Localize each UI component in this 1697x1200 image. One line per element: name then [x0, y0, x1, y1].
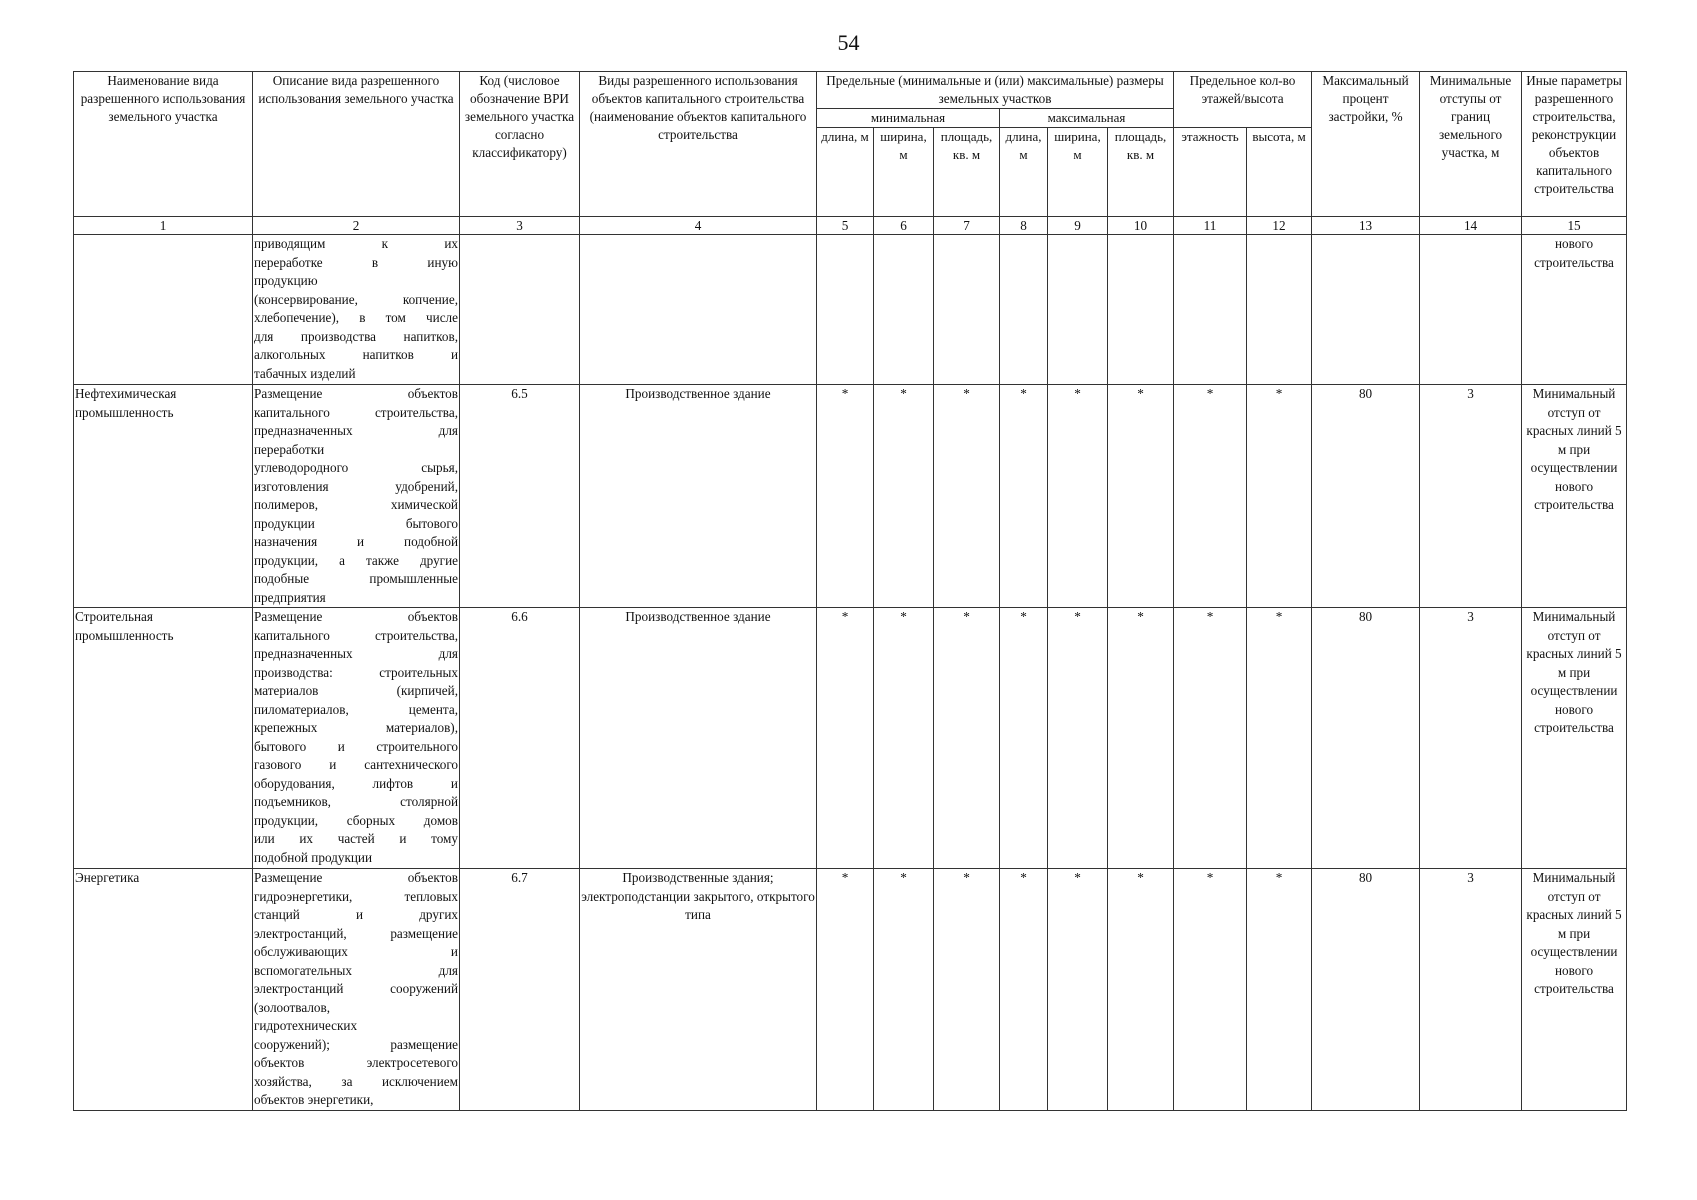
permitted-objects	[580, 235, 817, 385]
min-length-value: *	[817, 385, 874, 608]
floors-value: *	[1174, 385, 1247, 608]
description-line: табачных изделий	[254, 365, 356, 381]
column-number: 13	[1312, 217, 1420, 235]
height-value	[1247, 235, 1312, 385]
other-params-value: нового строительства	[1522, 235, 1627, 385]
min-length-value: *	[817, 869, 874, 1111]
min-setback-value	[1420, 235, 1522, 385]
header-max-width: ширина, м	[1048, 128, 1108, 217]
description-line: продукцию	[254, 273, 318, 288]
min-width-value	[874, 235, 934, 385]
description-line: пиломатериалов, цемента,	[254, 701, 458, 717]
column-number: 7	[934, 217, 1000, 235]
description-line: крепежных материалов),	[254, 720, 458, 735]
header-height: высота, м	[1247, 128, 1312, 217]
header-max: максимальная	[1000, 109, 1174, 128]
description-line: (золоотвалов,	[254, 999, 331, 1015]
description-line: изготовления удобрений,	[254, 478, 458, 494]
description-line: материалов (кирпичей,	[254, 683, 458, 698]
description-line: капитального строительства,	[254, 404, 458, 420]
description-line: оборудования, лифтов и	[254, 775, 458, 791]
table-row	[74, 235, 1627, 385]
description-line: объектов электросетевого	[254, 1055, 458, 1070]
min-length-value	[817, 235, 874, 385]
min-setback-value: 3	[1420, 869, 1522, 1111]
description-line: предназначенных для	[254, 646, 458, 661]
column-number: 3	[460, 217, 580, 235]
max-percent-value	[1312, 235, 1420, 385]
max-width-value: *	[1048, 385, 1108, 608]
land-use-name: Строительная промышленность	[74, 608, 253, 869]
description-line: Размещение объектов	[254, 609, 458, 624]
column-number: 6	[874, 217, 934, 235]
land-use-name: Нефтехимическая промышленность	[74, 385, 253, 608]
column-number: 4	[580, 217, 817, 235]
header-max-area: площадь, кв. м	[1108, 128, 1174, 217]
description-line: гидротехнических	[254, 1018, 358, 1033]
table-row	[74, 608, 1627, 869]
permitted-objects: Производственное здание	[580, 385, 817, 608]
description-line: продукции бытового	[254, 515, 458, 531]
description-line: полимеров, химической	[254, 497, 458, 512]
description-line: бытового и строительного	[254, 738, 458, 754]
description-line: хозяйства, за исключением	[254, 1073, 458, 1089]
description-line: или их частей и тому	[254, 831, 458, 846]
description-line: приводящим к их	[254, 236, 458, 251]
column-number: 2	[253, 217, 460, 235]
description-line: (консервирование, копчение,	[254, 291, 458, 307]
description-line: Размещение объектов	[254, 870, 458, 885]
min-setback-value: 3	[1420, 385, 1522, 608]
min-width-value: *	[874, 869, 934, 1111]
header-limits-group: Предельные (минимальные и (или) максимальные) размеры земельных участков	[817, 72, 1174, 109]
header-max-length: длина, м	[1000, 128, 1048, 217]
column-number: 5	[817, 217, 874, 235]
description-line: подобные промышленные	[254, 571, 458, 586]
description-line: электростанций, размещение	[254, 925, 458, 941]
description-line: гидроэнергетики, тепловых	[254, 888, 458, 904]
min-width-value: *	[874, 385, 934, 608]
description-line: подобной продукции	[254, 849, 373, 865]
description-line: подъемников, столярной	[254, 794, 458, 809]
description-line: электростанций сооружений	[254, 981, 458, 996]
land-use-description	[253, 869, 460, 1111]
description-line: назначения и подобной	[254, 534, 458, 549]
max-percent-value: 80	[1312, 869, 1420, 1111]
page-number: 54	[837, 30, 860, 55]
description-line: продукции, сборных домов	[254, 812, 458, 828]
max-area-value	[1108, 235, 1174, 385]
description-line: для производства напитков,	[254, 328, 458, 344]
description-line: хлебопечение), в том числе	[254, 310, 458, 325]
column-number: 12	[1247, 217, 1312, 235]
description-line: производства: строительных	[254, 664, 458, 680]
land-use-description	[253, 385, 460, 608]
max-length-value	[1000, 235, 1048, 385]
description-line: алкогольных напитков и	[254, 347, 458, 362]
header-min-width: ширина, м	[874, 128, 934, 217]
max-area-value: *	[1108, 869, 1174, 1111]
description-line: объектов энергетики,	[254, 1092, 374, 1107]
description-line: газового и сантехнического	[254, 757, 458, 772]
column-number: 8	[1000, 217, 1048, 235]
header-name: Наименование вида разрешенного использования земельного участка	[74, 72, 253, 217]
table-row	[74, 385, 1627, 608]
description-line: переработке в иную	[254, 254, 458, 270]
min-length-value: *	[817, 608, 874, 869]
land-use-description	[253, 235, 460, 385]
description-line: переработки	[254, 441, 325, 457]
column-numbers-row	[74, 217, 1627, 235]
height-value: *	[1247, 385, 1312, 608]
header-objects: Виды разрешенного использования объектов капитального строительства (наименование объектов капитального строительства	[580, 72, 817, 217]
header-description: Описание вида разрешенного использования земельного участка	[253, 72, 460, 217]
height-value: *	[1247, 608, 1312, 869]
table-body	[74, 217, 1627, 1111]
max-length-value: *	[1000, 385, 1048, 608]
land-use-code: 6.5	[460, 385, 580, 608]
description-line: Размещение объектов	[254, 386, 458, 401]
header-floors-group: Предельное кол-во этажей/высота	[1174, 72, 1312, 128]
land-use-code	[460, 235, 580, 385]
max-width-value	[1048, 235, 1108, 385]
min-width-value: *	[874, 608, 934, 869]
min-area-value: *	[934, 385, 1000, 608]
other-params-value: Минимальный отступ от красных линий 5 м при осуществлении нового строительства	[1522, 608, 1627, 869]
min-area-value: *	[934, 608, 1000, 869]
column-number: 9	[1048, 217, 1108, 235]
other-params-value: Минимальный отступ от красных линий 5 м при осуществлении нового строительства	[1522, 385, 1627, 608]
description-line: углеводородного сырья,	[254, 460, 458, 475]
description-line: продукции, а также другие	[254, 552, 458, 568]
header-min-setback: Минимальные отступы от границ земельного участка, м	[1420, 72, 1522, 217]
land-use-description	[253, 608, 460, 869]
description-line: капитального строительства,	[254, 627, 458, 643]
table-row	[74, 869, 1627, 1111]
min-area-value	[934, 235, 1000, 385]
header-min: минимальная	[817, 109, 1000, 128]
max-width-value: *	[1048, 869, 1108, 1111]
land-use-code: 6.6	[460, 608, 580, 869]
land-use-name	[74, 235, 253, 385]
description-line: обслуживающих и	[254, 944, 458, 959]
header-floors: этажность	[1174, 128, 1247, 217]
max-percent-value: 80	[1312, 608, 1420, 869]
max-length-value: *	[1000, 869, 1048, 1111]
header-code: Код (числовое обозначение ВРИ земельного участка согласно классификатору)	[460, 72, 580, 217]
min-setback-value: 3	[1420, 608, 1522, 869]
land-use-name: Энергетика	[74, 869, 253, 1111]
column-number: 15	[1522, 217, 1627, 235]
min-area-value: *	[934, 869, 1000, 1111]
land-use-code: 6.7	[460, 869, 580, 1111]
floors-value: *	[1174, 869, 1247, 1111]
permitted-objects: Производственное здание	[580, 608, 817, 869]
header-min-length: длина, м	[817, 128, 874, 217]
floors-value	[1174, 235, 1247, 385]
description-line: предназначенных для	[254, 423, 458, 438]
max-length-value: *	[1000, 608, 1048, 869]
max-area-value: *	[1108, 385, 1174, 608]
permitted-objects: Производственные здания; электроподстанции закрытого, открытого типа	[580, 869, 817, 1111]
column-number: 14	[1420, 217, 1522, 235]
other-params-value: Минимальный отступ от красных линий 5 м при осуществлении нового строительства	[1522, 869, 1627, 1111]
max-area-value: *	[1108, 608, 1174, 869]
max-percent-value: 80	[1312, 385, 1420, 608]
header-max-percent: Максимальный процент застройки, %	[1312, 72, 1420, 217]
description-line: сооружений); размещение	[254, 1036, 458, 1052]
table-header	[74, 72, 1627, 217]
description-line: вспомогательных для	[254, 962, 458, 978]
floors-value: *	[1174, 608, 1247, 869]
description-line: станций и других	[254, 907, 458, 922]
land-use-table	[73, 71, 1627, 1111]
header-min-area: площадь, кв. м	[934, 128, 1000, 217]
height-value: *	[1247, 869, 1312, 1111]
description-line: предприятия	[254, 589, 326, 605]
column-number: 11	[1174, 217, 1247, 235]
max-width-value: *	[1048, 608, 1108, 869]
column-number: 1	[74, 217, 253, 235]
column-number: 10	[1108, 217, 1174, 235]
header-other-params: Иные параметры разрешенного строительства, реконструкции объектов капитального строительства	[1522, 72, 1627, 217]
